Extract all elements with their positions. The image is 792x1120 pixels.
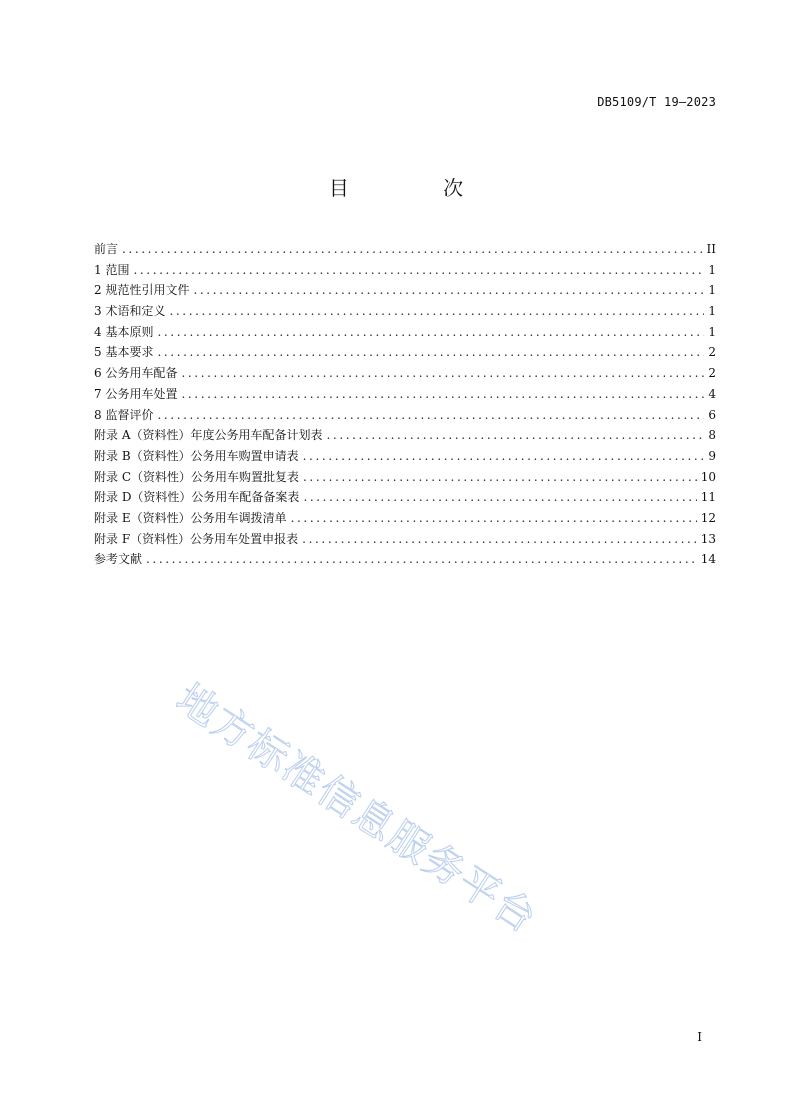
document-code: DB5109/T 19—2023: [597, 95, 716, 109]
toc-entry-page: 1: [708, 283, 716, 298]
toc-entry-page: 6: [708, 407, 716, 422]
toc-leader-dots: [303, 467, 697, 488]
table-of-contents: [94, 239, 716, 570]
toc-entry-page: II: [706, 242, 716, 256]
toc-entry[interactable]: [94, 446, 716, 467]
toc-entry-label: 附录 D（资料性）公务用车配备备案表: [94, 490, 300, 505]
toc-leader-dots: [193, 280, 704, 301]
toc-entry[interactable]: [94, 301, 716, 322]
toc-entry-label: 1 范围: [94, 262, 130, 277]
toc-leader-dots: [326, 425, 704, 446]
toc-entry-label: 6 公务用车配备: [94, 366, 178, 381]
toc-entry-label: 附录 A（资料性）年度公务用车配备计划表: [94, 428, 323, 443]
toc-entry-label: 附录 E（资料性）公务用车调拨清单: [94, 510, 287, 525]
toc-leader-dots: [169, 301, 704, 322]
toc-entry-label: 附录 B（资料性）公务用车购置申请表: [94, 448, 299, 463]
page-number: I: [697, 1030, 702, 1044]
toc-entry-page: 9: [708, 448, 716, 463]
toc-leader-dots: [146, 549, 697, 570]
toc-entry[interactable]: [94, 508, 716, 529]
toc-entry[interactable]: [94, 260, 716, 281]
toc-entry-label: 附录 C（资料性）公务用车购置批复表: [94, 469, 299, 484]
toc-entry[interactable]: [94, 549, 716, 570]
toc-entry-label: 7 公务用车处置: [94, 386, 178, 401]
toc-entry-page: 14: [700, 552, 716, 567]
toc-entry-label: 参考文献: [94, 552, 143, 567]
toc-entry-page: 8: [708, 428, 716, 443]
toc-entry-page: 1: [708, 304, 716, 319]
toc-entry-page: 1: [708, 262, 716, 277]
toc-leader-dots: [157, 342, 704, 363]
toc-entry[interactable]: [94, 322, 716, 343]
toc-entry-label: 5 基本要求: [94, 345, 154, 360]
toc-entry[interactable]: [94, 280, 716, 301]
toc-leader-dots: [157, 322, 704, 343]
toc-entry-page: 2: [708, 366, 716, 381]
toc-title: 目 次: [328, 176, 508, 200]
toc-leader-dots: [133, 260, 704, 281]
toc-entry-label: 附录 F（资料性）公务用车处置申报表: [94, 531, 299, 546]
toc-leader-dots: [181, 363, 704, 384]
toc-entry[interactable]: [94, 363, 716, 384]
toc-entry-page: 4: [708, 386, 716, 401]
toc-leader-dots: [303, 487, 696, 508]
toc-entry-page: 2: [708, 345, 716, 360]
toc-entry[interactable]: [94, 342, 716, 363]
toc-entry[interactable]: [94, 467, 716, 488]
toc-entry-page: 13: [700, 531, 716, 546]
toc-entry-page: 12: [700, 510, 716, 525]
toc-leader-dots: [291, 508, 697, 529]
toc-entry-page: 1: [708, 324, 716, 339]
toc-leader-dots: [302, 529, 697, 550]
toc-leader-dots: [157, 405, 704, 426]
toc-entry-label: 8 监督评价: [94, 407, 154, 422]
toc-leader-dots: [181, 384, 704, 405]
toc-entry-page: 10: [700, 469, 716, 484]
toc-entry[interactable]: [94, 239, 716, 260]
toc-entry-label: 3 术语和定义: [94, 304, 166, 319]
toc-entry-label: 2 规范性引用文件: [94, 283, 190, 298]
watermark: 地方标准信息服务平台: [168, 675, 546, 943]
toc-entry-label: 4 基本原则: [94, 324, 154, 339]
toc-entry[interactable]: [94, 384, 716, 405]
toc-leader-dots: [122, 239, 703, 260]
toc-entry[interactable]: [94, 487, 716, 508]
toc-entry[interactable]: [94, 405, 716, 426]
toc-entry-page: 11: [700, 490, 716, 505]
toc-entry-label: 前言: [94, 242, 119, 256]
toc-entry[interactable]: [94, 425, 716, 446]
toc-entry[interactable]: [94, 529, 716, 550]
toc-leader-dots: [303, 446, 705, 467]
